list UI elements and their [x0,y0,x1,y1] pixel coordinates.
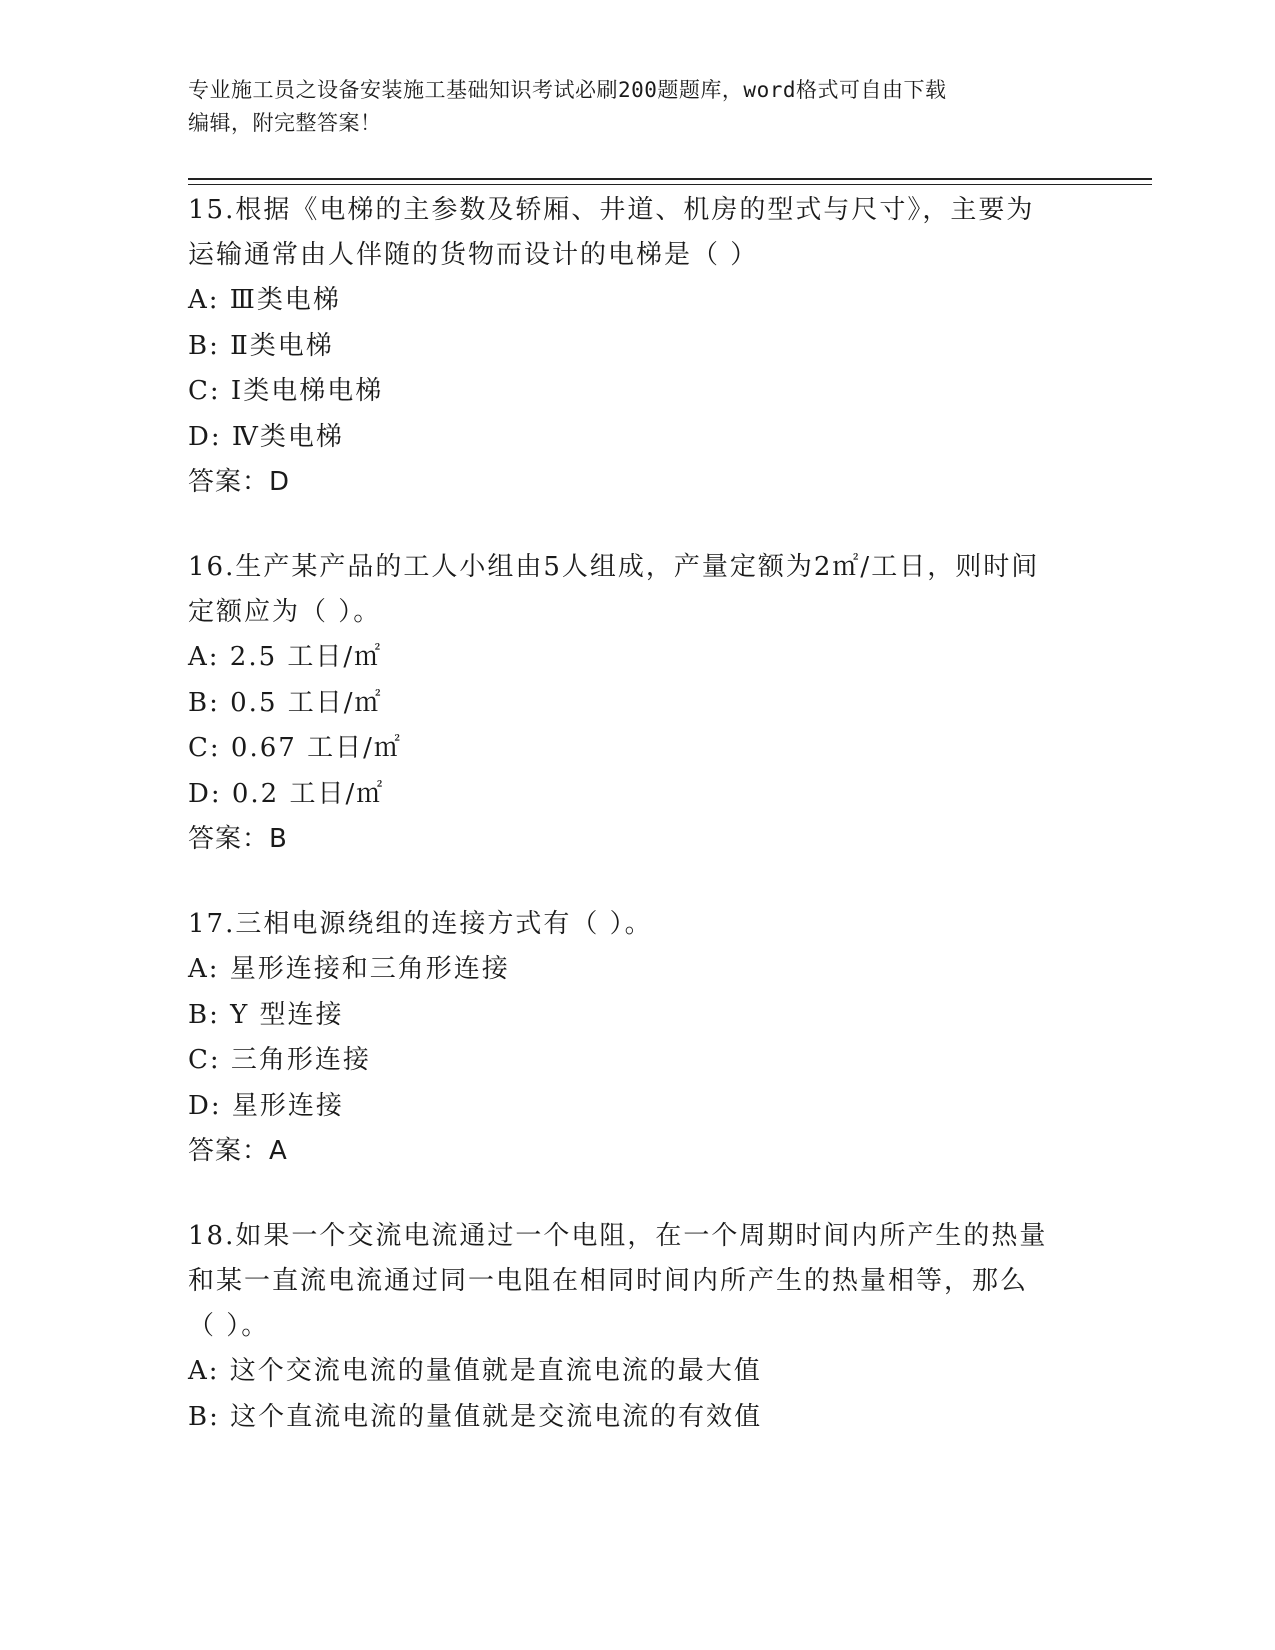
option-b: B: Y 型连接 [188,999,344,1030]
question-17 [188,902,1088,1174]
question-text-line: 15.根据《电梯的主参数及轿厢、井道、机房的型式与尺寸》，主要为 [188,195,1035,225]
question-text-line: 和某一直流电流通过同一电阻在相同时间内所产生的热量相等，那么 [188,1266,1029,1296]
option-c: C: 0.67 工日/㎡ [188,733,402,763]
answer-line: 答案：B [188,824,288,854]
option-d: D: Ⅳ类电梯 [188,421,344,452]
question-15 [188,188,1088,505]
question-text-line: 定额应为（ ）。 [188,597,382,627]
option-a: A: 2.5 工日/㎡ [188,642,383,672]
question-16 [188,545,1088,862]
question-text-line: 16.生产某产品的工人小组由5人组成，产量定额为2㎡/工日，则时间 [188,552,1040,582]
question-text-line: 18.如果一个交流电流通过一个电阻，在一个周期时间内所产生的热量 [188,1221,1048,1251]
option-b: B: 这个直流电流的量值就是交流电流的有效值 [188,1401,763,1432]
option-c: C: Ⅰ类电梯电梯 [188,376,384,406]
answer-line: 答案：D [188,467,291,497]
header-divider-thick [188,178,1152,180]
header-divider-thin [188,184,1152,185]
questions-list [188,188,1088,1440]
header-line-1: 专业施工员之设备安装施工基础知识考试必刷200题题库，word格式可自由下载 [188,78,947,102]
option-a: A: 这个交流电流的量值就是直流电流的最大值 [188,1356,762,1386]
question-text-line: （ ）。 [188,1311,270,1341]
question-text-line: 17.三相电源绕组的连接方式有（ ）。 [188,909,653,939]
question-text-line: 运输通常由人伴随的货物而设计的电梯是（ ） [188,240,759,270]
question-18 [188,1214,1088,1440]
spacer [188,1174,1088,1214]
spacer [188,505,1088,545]
answer-line: 答案：A [188,1136,288,1166]
option-d: D: 0.2 工日/㎡ [188,778,385,809]
spacer [188,862,1088,902]
header-line-2: 编辑，附完整答案！ [188,111,382,135]
option-d: D: 星形连接 [188,1090,344,1121]
option-c: C: 三角形连接 [188,1045,371,1075]
option-a: A: 星形连接和三角形连接 [188,954,510,984]
document-header [188,74,1088,140]
option-a: A: Ⅲ类电梯 [188,285,341,315]
option-b: B: 0.5 工日/㎡ [188,687,383,718]
option-b: B: Ⅱ类电梯 [188,330,334,361]
